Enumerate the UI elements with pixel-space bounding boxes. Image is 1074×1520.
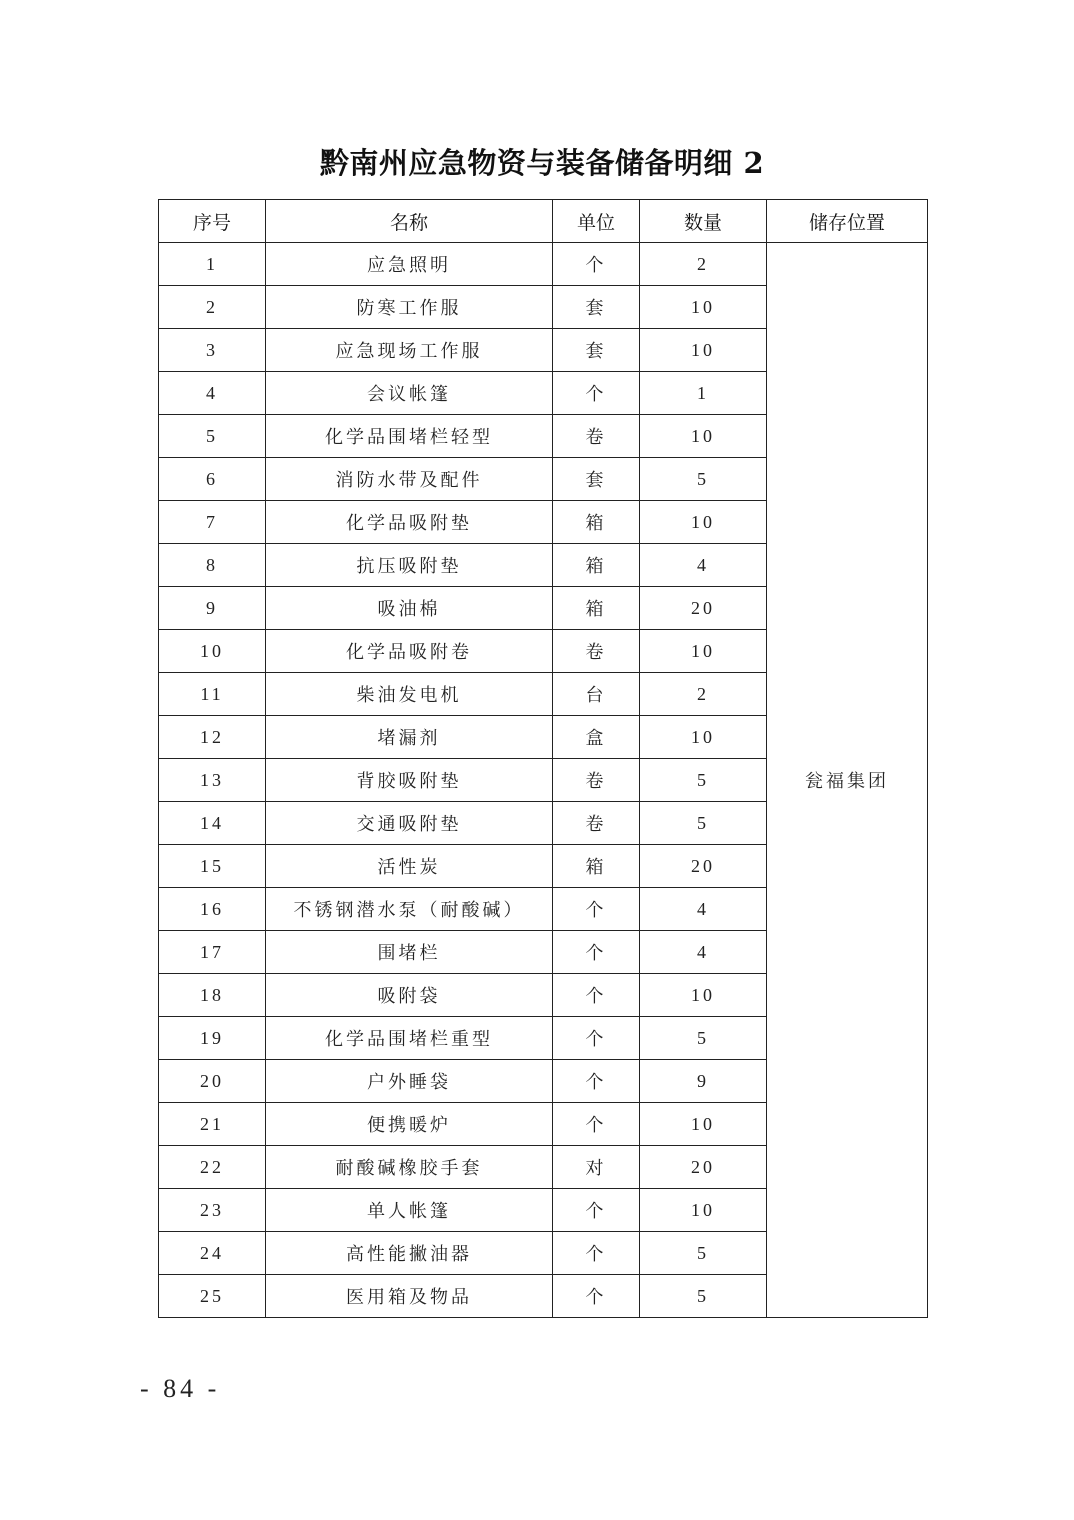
row-number: 1 [159, 243, 266, 286]
item-name: 化学品围堵栏重型 [266, 1017, 553, 1060]
row-number: 11 [159, 673, 266, 716]
item-name: 化学品围堵栏轻型 [266, 415, 553, 458]
row-number: 15 [159, 845, 266, 888]
item-unit: 个 [553, 372, 640, 415]
row-number: 12 [159, 716, 266, 759]
header-qty: 数量 [640, 200, 767, 243]
item-unit: 个 [553, 1189, 640, 1232]
row-number: 6 [159, 458, 266, 501]
item-unit: 台 [553, 673, 640, 716]
page-title: 黔南州应急物资与装备储备明细 2 [319, 146, 765, 180]
item-name: 吸附袋 [266, 974, 553, 1017]
item-unit: 套 [553, 329, 640, 372]
item-quantity: 10 [640, 630, 767, 673]
item-unit: 箱 [553, 544, 640, 587]
item-quantity: 1 [640, 372, 767, 415]
item-name: 活性炭 [266, 845, 553, 888]
item-name: 化学品吸附卷 [266, 630, 553, 673]
item-name: 高性能撇油器 [266, 1232, 553, 1275]
header-no: 序号 [159, 200, 266, 243]
item-quantity: 5 [640, 1275, 767, 1318]
row-number: 20 [159, 1060, 266, 1103]
item-quantity: 9 [640, 1060, 767, 1103]
item-quantity: 4 [640, 888, 767, 931]
item-unit: 套 [553, 286, 640, 329]
item-quantity: 20 [640, 587, 767, 630]
item-quantity: 4 [640, 544, 767, 587]
item-unit: 个 [553, 1060, 640, 1103]
header-unit: 单位 [553, 200, 640, 243]
inventory-table [158, 199, 928, 1318]
item-quantity: 5 [640, 1232, 767, 1275]
item-quantity: 10 [640, 1189, 767, 1232]
row-number: 5 [159, 415, 266, 458]
item-quantity: 10 [640, 716, 767, 759]
table-body [159, 243, 928, 1318]
header-name: 名称 [266, 200, 553, 243]
item-quantity: 5 [640, 802, 767, 845]
row-number: 22 [159, 1146, 266, 1189]
item-name: 背胶吸附垫 [266, 759, 553, 802]
item-name: 防寒工作服 [266, 286, 553, 329]
item-quantity: 10 [640, 501, 767, 544]
item-name: 单人帐篷 [266, 1189, 553, 1232]
row-number: 2 [159, 286, 266, 329]
item-name: 应急现场工作服 [266, 329, 553, 372]
item-unit: 箱 [553, 501, 640, 544]
row-number: 14 [159, 802, 266, 845]
row-number: 21 [159, 1103, 266, 1146]
row-number: 7 [159, 501, 266, 544]
row-number: 19 [159, 1017, 266, 1060]
storage-location: 瓮福集团 [767, 243, 928, 1318]
item-name: 应急照明 [266, 243, 553, 286]
item-unit: 卷 [553, 802, 640, 845]
item-unit: 个 [553, 974, 640, 1017]
item-unit: 个 [553, 888, 640, 931]
item-unit: 盒 [553, 716, 640, 759]
item-unit: 卷 [553, 630, 640, 673]
row-number: 10 [159, 630, 266, 673]
item-name: 化学品吸附垫 [266, 501, 553, 544]
item-quantity: 2 [640, 243, 767, 286]
item-unit: 套 [553, 458, 640, 501]
item-quantity: 5 [640, 458, 767, 501]
item-name: 户外睡袋 [266, 1060, 553, 1103]
row-number: 24 [159, 1232, 266, 1275]
table-row [159, 243, 928, 286]
item-unit: 对 [553, 1146, 640, 1189]
item-unit: 个 [553, 1103, 640, 1146]
item-quantity: 10 [640, 286, 767, 329]
table-header [159, 200, 928, 243]
item-name: 医用箱及物品 [266, 1275, 553, 1318]
row-number: 9 [159, 587, 266, 630]
row-number: 18 [159, 974, 266, 1017]
item-unit: 个 [553, 1017, 640, 1060]
header-row [159, 200, 928, 243]
row-number: 8 [159, 544, 266, 587]
item-name: 会议帐篷 [266, 372, 553, 415]
item-name: 柴油发电机 [266, 673, 553, 716]
item-quantity: 20 [640, 1146, 767, 1189]
row-number: 25 [159, 1275, 266, 1318]
item-name: 吸油棉 [266, 587, 553, 630]
item-quantity: 10 [640, 329, 767, 372]
row-number: 16 [159, 888, 266, 931]
item-name: 围堵栏 [266, 931, 553, 974]
row-number: 23 [159, 1189, 266, 1232]
item-name: 消防水带及配件 [266, 458, 553, 501]
row-number: 13 [159, 759, 266, 802]
item-quantity: 10 [640, 974, 767, 1017]
item-name: 不锈钢潜水泵（耐酸碱） [266, 888, 553, 931]
item-name: 耐酸碱橡胶手套 [266, 1146, 553, 1189]
row-number: 3 [159, 329, 266, 372]
item-quantity: 2 [640, 673, 767, 716]
item-unit: 个 [553, 243, 640, 286]
item-unit: 个 [553, 1232, 640, 1275]
item-unit: 卷 [553, 415, 640, 458]
item-quantity: 10 [640, 415, 767, 458]
row-number: 4 [159, 372, 266, 415]
header-location: 储存位置 [767, 200, 928, 243]
item-name: 便携暖炉 [266, 1103, 553, 1146]
item-unit: 个 [553, 931, 640, 974]
item-unit: 个 [553, 1275, 640, 1318]
row-number: 17 [159, 931, 266, 974]
item-name: 交通吸附垫 [266, 802, 553, 845]
item-quantity: 5 [640, 759, 767, 802]
item-name: 抗压吸附垫 [266, 544, 553, 587]
item-quantity: 4 [640, 931, 767, 974]
item-quantity: 20 [640, 845, 767, 888]
item-name: 堵漏剂 [266, 716, 553, 759]
item-unit: 卷 [553, 759, 640, 802]
item-unit: 箱 [553, 845, 640, 888]
item-quantity: 10 [640, 1103, 767, 1146]
page-number: - 84 - [140, 1374, 221, 1403]
item-quantity: 5 [640, 1017, 767, 1060]
item-unit: 箱 [553, 587, 640, 630]
